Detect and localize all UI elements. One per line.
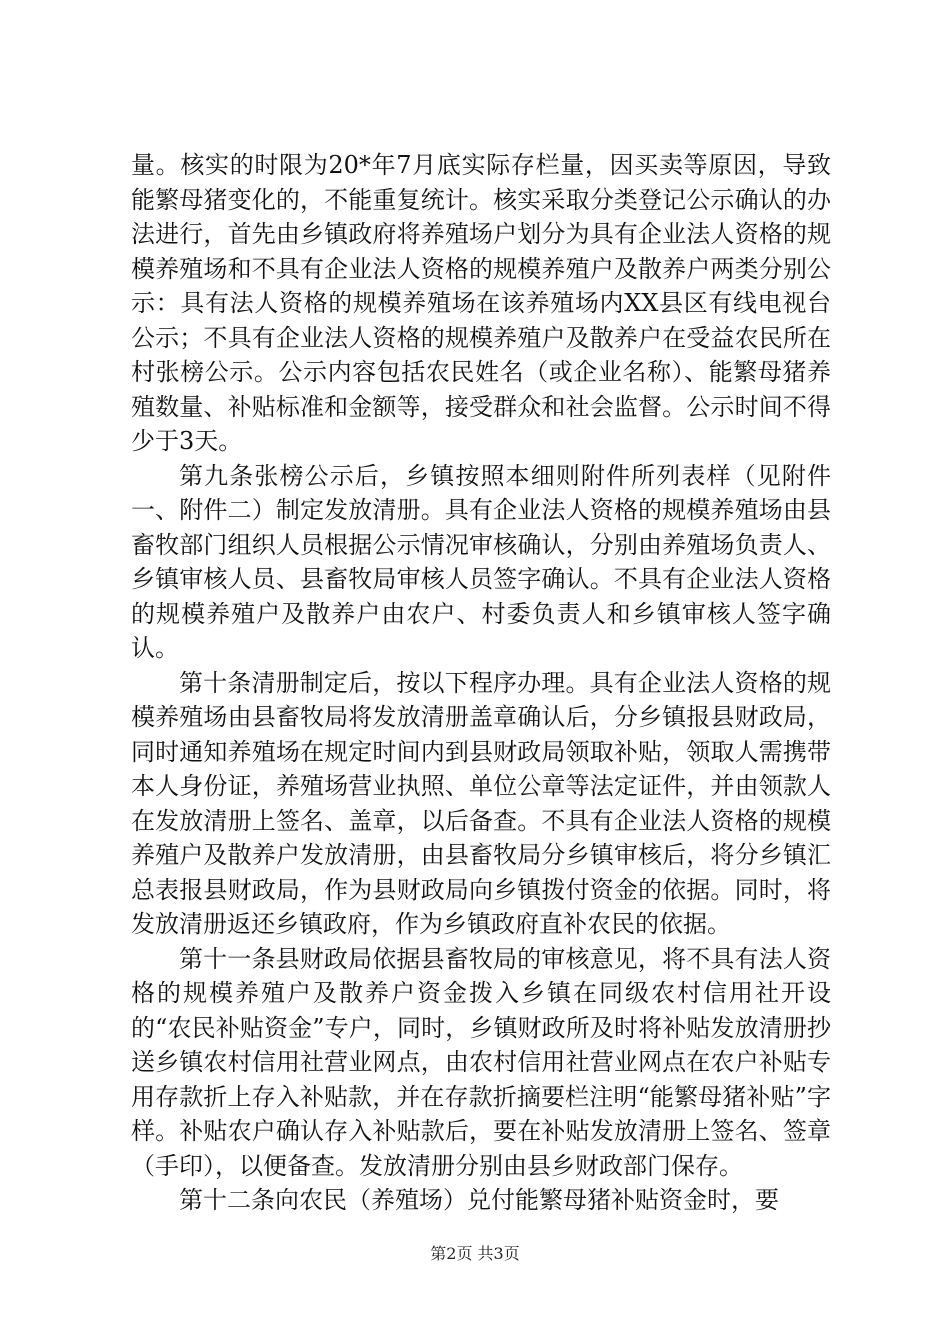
paragraph-article-9: 第九条张榜公示后，乡镇按照本细则附件所列表样（见附件一、附件二）制定发放清册。具有企业法人资格的规模养殖场由县畜牧部门组织人员根据公示情况审核确认，分别由养殖场负责人、乡镇审核人员、县畜牧局审核人员签字确认。不具有企业法人资格的规模养殖户及散养户由农户、村委负责人和乡镇审核人签字确认。 [131,461,831,662]
paragraph-article-10: 第十条清册制定后，按以下程序办理。具有企业法人资格的规模养殖场由县畜牧局将发放清册盖章确认后，分乡镇报县财政局，同时通知养殖场在规定时间内到县财政局领取补贴，领取人需携带本人身份证，养殖场营业执照、单位公章等法定证件，并由领款人在发放清册上签名、盖章，以后备查。不具有企业法人资格的规模养殖户及散养户发放清册，由县畜牧局分乡镇审核后，将分乡镇汇总表报县财政局，作为县财政局向乡镇拨付资金的依据。同时，将发放清册返还乡镇政府，作为乡镇政府直补农民的依据。 [131,668,831,938]
document-body [131,148,831,1218]
paragraph-continuation: 量。核实的时限为20*年7月底实际存栏量，因买卖等原因，导致能繁母猪变化的，不能重复统计。核实采取分类登记公示确认的办法进行，首先由乡镇政府将养殖场户划分为具有企业法人资格的规模养殖场和不具有企业法人资格的规模养殖户及散养户两类分别公示：具有法人资格的规模养殖场在该养殖场内XX县区有线电视台公示；不具有企业法人资格的规模养殖户及散养户在受益农民所在村张榜公示。公示内容包括农民姓名（或企业名称）、能繁母猪养殖数量、补贴标准和金额等，接受群众和社会监督。公示时间不得少于3天。 [131,151,831,455]
paragraph-article-11: 第十一条县财政局依据县畜牧局的审核意见，将不具有法人资格的规模养殖户及散养户资金拨入乡镇在同级农村信用社开设的“农民补贴资金”专户，同时，乡镇财政所及时将补贴发放清册抄送乡镇农村信用社营业网点，由农村信用社营业网点在农户补贴专用存款折上存入补贴款，并在存款折摘要栏注明“能繁母猪补贴”字样。补贴农户确认存入补贴款后，要在补贴发放清册上签名、签章（手印），以便备查。发放清册分别由县乡财政部门保存。 [131,944,831,1180]
paragraph-article-12: 第十二条向农民（养殖场）兑付能繁母猪补贴资金时，要 [179,1186,779,1214]
page-number-footer: 第2页 共3页 [430,1244,520,1263]
